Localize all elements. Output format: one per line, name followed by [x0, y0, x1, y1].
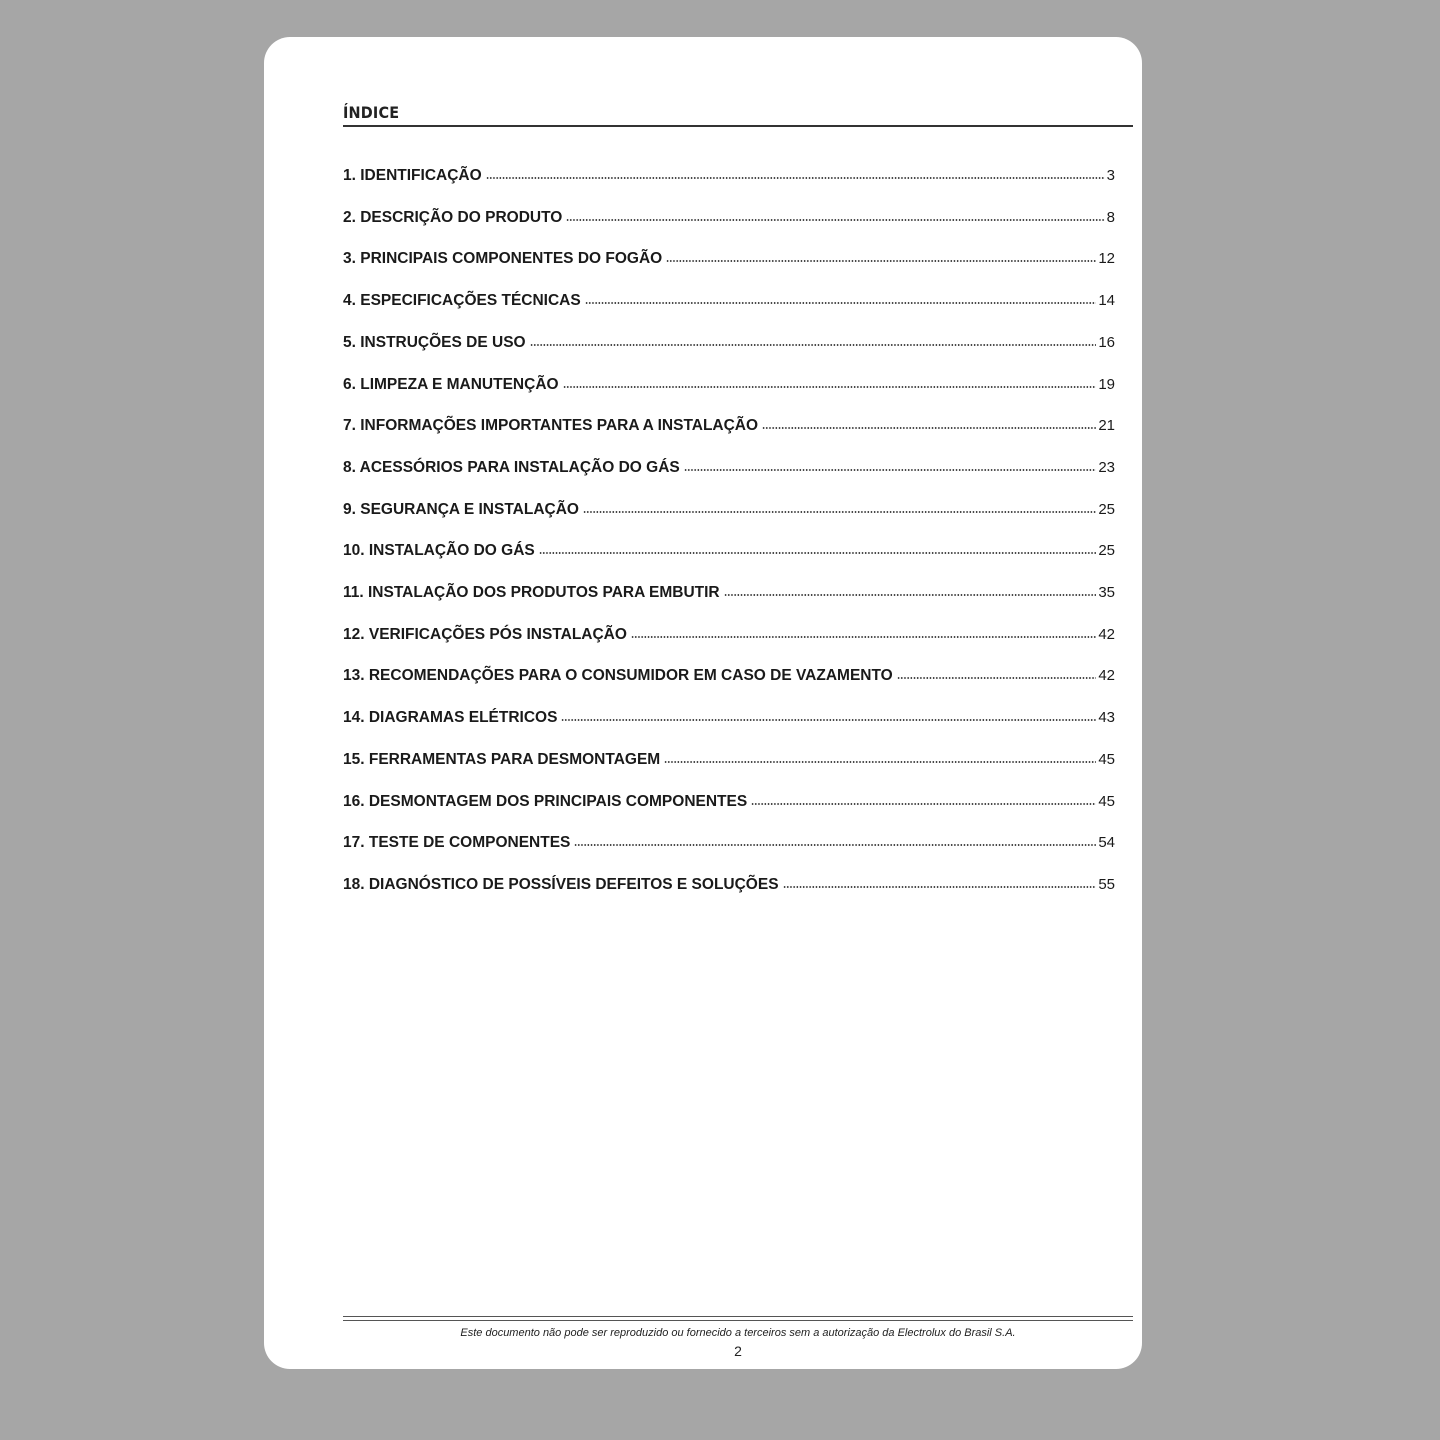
page-title: ÍNDICE — [343, 103, 400, 122]
toc-dot-leader — [783, 886, 1097, 888]
toc-entry[interactable] — [343, 167, 1115, 189]
toc-entry-title: 1. IDENTIFICAÇÃO — [343, 167, 482, 184]
toc-entry-page: 35 — [1098, 584, 1115, 601]
toc-entry[interactable] — [343, 542, 1115, 564]
toc-entry-title: 14. DIAGRAMAS ELÉTRICOS — [343, 709, 558, 727]
toc-entry[interactable] — [343, 834, 1115, 856]
toc-entry-title: 13. RECOMENDAÇÕES PARA O CONSUMIDOR EM CASO DE VAZAMENTO — [343, 667, 893, 685]
toc-entry-title: 18. DIAGNÓSTICO DE POSSÍVEIS DEFEITOS E SOLUÇÕES — [343, 875, 779, 893]
toc-entry-title: 15. FERRAMENTAS PARA DESMONTAGEM — [343, 750, 661, 768]
footer-divider-top — [343, 1316, 1133, 1317]
toc-entry[interactable] — [343, 417, 1115, 439]
toc-dot-leader — [664, 761, 1096, 763]
footer-disclaimer: Este documento não pode ser reproduzido ou fornecido a terceiros sem a autorização da Electrolux do Brasil S.A. — [460, 1327, 1016, 1339]
page-number: 2 — [734, 1343, 742, 1359]
toc-entry[interactable] — [343, 709, 1115, 731]
toc-entry[interactable] — [343, 584, 1115, 606]
toc-entry-title: 3. PRINCIPAIS COMPONENTES DO FOGÃO — [343, 250, 663, 268]
toc-entry-page: 14 — [1098, 292, 1115, 310]
toc-entry[interactable] — [343, 292, 1115, 314]
toc-entry-title: 10. INSTALAÇÃO DO GÁS — [343, 542, 535, 560]
toc-dot-leader — [574, 844, 1096, 846]
toc-entry-page: 21 — [1098, 417, 1115, 435]
toc-entry-page: 45 — [1098, 750, 1115, 768]
toc-entry-title: 5. INSTRUÇÕES DE USO — [343, 333, 526, 351]
toc-entry[interactable] — [343, 459, 1115, 481]
document-page — [264, 37, 1142, 1369]
toc-entry-page: 16 — [1098, 333, 1115, 351]
toc-entry-page: 55 — [1098, 875, 1115, 893]
toc-entry-page: 42 — [1098, 625, 1115, 643]
toc-dot-leader — [530, 344, 1097, 346]
toc-entry[interactable] — [343, 209, 1115, 231]
toc-entry-page: 54 — [1098, 834, 1115, 852]
toc-entry-title: 8. ACESSÓRIOS PARA INSTALAÇÃO DO GÁS — [343, 458, 680, 476]
toc-entry-page: 8 — [1106, 208, 1115, 226]
toc-dot-leader — [684, 469, 1097, 471]
toc-entry-title: 7. INFORMAÇÕES IMPORTANTES PARA A INSTALAÇÃO — [343, 417, 759, 435]
toc-dot-leader — [897, 677, 1097, 679]
toc-dot-leader — [762, 427, 1096, 429]
toc-entry[interactable] — [343, 751, 1115, 773]
toc-entry-title: 9. SEGURANÇA E INSTALAÇÃO — [343, 500, 579, 518]
toc-entry-title: 12. VERIFICAÇÕES PÓS INSTALAÇÃO — [343, 625, 627, 643]
toc-entry[interactable] — [343, 626, 1115, 648]
toc-entry[interactable] — [343, 793, 1115, 815]
toc-entry[interactable] — [343, 501, 1115, 523]
toc-entry-title: 17. TESTE DE COMPONENTES — [343, 834, 571, 852]
toc-entry[interactable] — [343, 667, 1115, 689]
toc-entry-page: 43 — [1098, 709, 1115, 727]
toc-entry-title: 2. DESCRIÇÃO DO PRODUTO — [343, 208, 563, 226]
toc-dot-leader — [666, 260, 1096, 262]
toc-entry-title: 4. ESPECIFICAÇÕES TÉCNICAS — [343, 292, 581, 310]
toc-dot-leader — [751, 803, 1096, 805]
toc-entry[interactable] — [343, 334, 1115, 356]
toc-entry-title: 6. LIMPEZA E MANUTENÇÃO — [343, 375, 559, 393]
heading-divider — [343, 125, 1133, 127]
toc-entry[interactable] — [343, 376, 1115, 398]
toc-entry-title: 11. INSTALAÇÃO DOS PRODUTOS PARA EMBUTIR — [343, 584, 720, 601]
toc-dot-leader — [486, 177, 1105, 179]
toc-entry-page: 3 — [1106, 167, 1115, 184]
toc-entry-page: 25 — [1098, 500, 1115, 518]
toc-dot-leader — [585, 302, 1097, 304]
toc-entry-page: 42 — [1098, 667, 1115, 685]
toc-dot-leader — [566, 219, 1104, 221]
toc-entry-page: 25 — [1098, 542, 1115, 560]
toc-dot-leader — [539, 552, 1097, 554]
toc-dot-leader — [724, 594, 1097, 596]
toc-entry-page: 23 — [1098, 458, 1115, 476]
toc-entry-title: 16. DESMONTAGEM DOS PRINCIPAIS COMPONENTES — [343, 792, 748, 810]
toc-entry-page: 12 — [1098, 250, 1115, 268]
toc-entry-page: 19 — [1098, 375, 1115, 393]
toc-dot-leader — [631, 636, 1096, 638]
toc-entry[interactable] — [343, 876, 1115, 898]
toc-dot-leader — [563, 386, 1097, 388]
toc-entry[interactable] — [343, 250, 1115, 272]
toc-dot-leader — [561, 719, 1096, 721]
toc-entry-page: 45 — [1098, 792, 1115, 810]
toc-dot-leader — [583, 511, 1096, 513]
footer-divider-bottom — [343, 1320, 1133, 1321]
